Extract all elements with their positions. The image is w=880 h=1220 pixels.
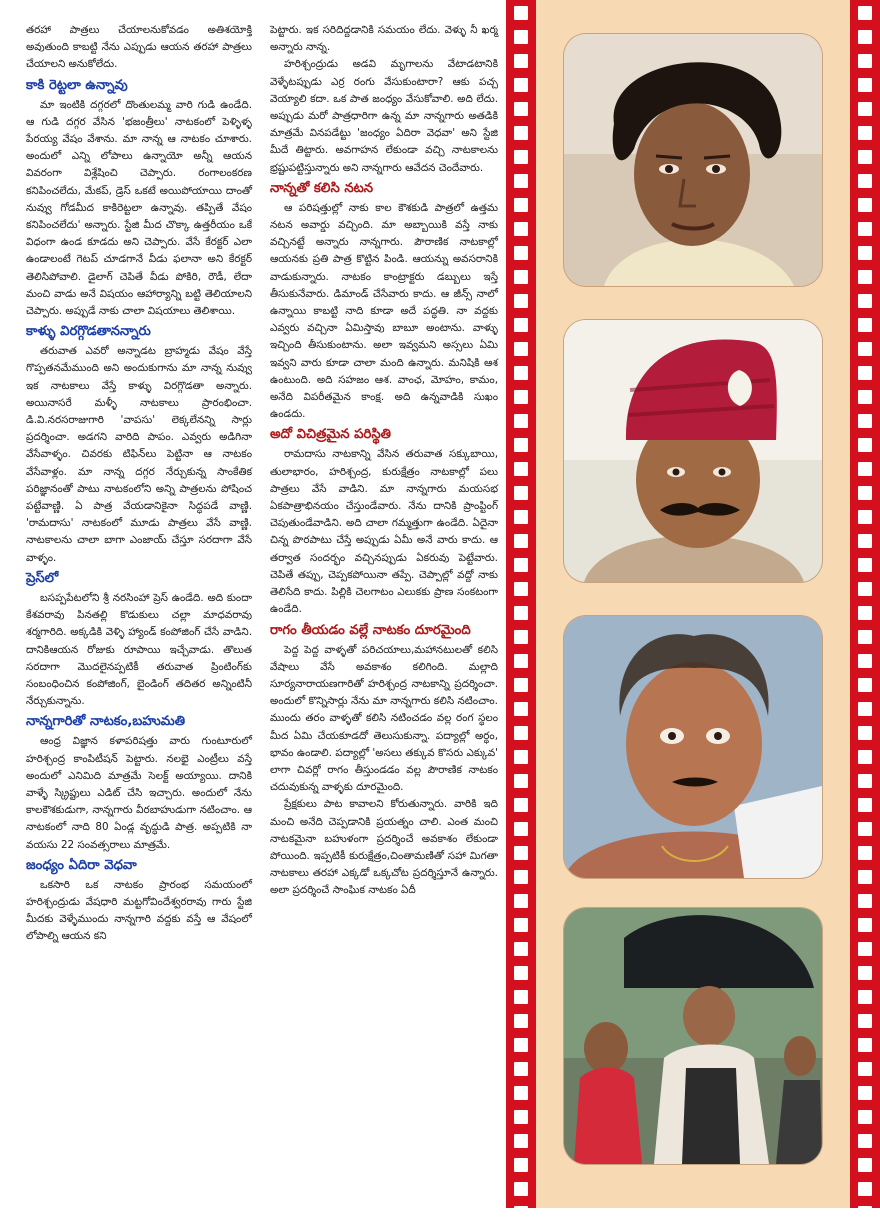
film-sprocket-hole bbox=[858, 414, 872, 428]
film-sprocket-hole bbox=[514, 774, 528, 788]
film-sprocket-hole bbox=[514, 606, 528, 620]
film-sprocket-hole bbox=[858, 1014, 872, 1028]
photo-curly-hair-actor bbox=[564, 34, 822, 286]
film-sprocket-hole bbox=[858, 582, 872, 596]
film-sprocket-hole bbox=[514, 942, 528, 956]
film-sprocket-hole bbox=[858, 486, 872, 500]
film-sprocket-hole bbox=[858, 246, 872, 260]
film-sprocket-hole bbox=[858, 366, 872, 380]
film-sprocket-hole bbox=[514, 1062, 528, 1076]
film-sprocket-hole bbox=[858, 678, 872, 692]
film-sprocket-hole bbox=[858, 222, 872, 236]
article-column-1 bbox=[26, 22, 252, 946]
film-sprocket-hole bbox=[514, 246, 528, 260]
section-heading: నాన్నగారితో నాటకం,బహుమతి bbox=[26, 714, 186, 730]
film-sprocket-hole bbox=[514, 294, 528, 308]
film-sprocket-hole bbox=[858, 822, 872, 836]
film-sprocket-hole bbox=[514, 1110, 528, 1124]
film-sprocket-hole bbox=[514, 462, 528, 476]
film-sprocket-hole bbox=[858, 726, 872, 740]
film-strip-left bbox=[506, 0, 536, 1208]
film-sprocket-hole bbox=[858, 966, 872, 980]
film-sprocket-hole bbox=[858, 990, 872, 1004]
film-sprocket-hole bbox=[514, 78, 528, 92]
film-strip-right bbox=[850, 0, 880, 1208]
film-sprocket-hole bbox=[858, 630, 872, 644]
film-sprocket-hole bbox=[514, 822, 528, 836]
section-heading: అదో విచిత్రమైన పరిస్థితి bbox=[270, 427, 391, 443]
film-sprocket-hole bbox=[514, 1206, 528, 1220]
film-sprocket-hole bbox=[514, 390, 528, 404]
film-sprocket-hole bbox=[858, 438, 872, 452]
film-sprocket-hole bbox=[858, 798, 872, 812]
film-sprocket-hole bbox=[858, 558, 872, 572]
film-sprocket-hole bbox=[514, 1086, 528, 1100]
film-sprocket-hole bbox=[858, 198, 872, 212]
film-sprocket-hole bbox=[858, 750, 872, 764]
film-sprocket-hole bbox=[858, 174, 872, 188]
film-sprocket-hole bbox=[858, 342, 872, 356]
film-sprocket-hole bbox=[858, 78, 872, 92]
film-sprocket-hole bbox=[514, 486, 528, 500]
body-paragraph: మా ఇంటికి దగ్గరలో దొంతులమ్మ వారి గుడి ఉండేది. ఆ గుడి దగ్గర వేసిన 'భజంత్రీలు' నాటకంలో పెళ్ళిళ్ళ పేరయ్య వేషం వేశాను. మా నాన్న ఆ నాటకం చూశారు. అందులో ఎన్ని లోపాలు ఉన్నాయో అన్నీ ఆయన వివరంగా విశ్లేషించి చెప్పారు. రంగాలంకరణ కనిపించలేదు, మేకప్, డ్రెస్ ఒకటే అయిపోయాయి దాంతో నువ్వు గోడమీద కాకిరెట్టలా ఉన్నావు. తప్పితే వేషం కనిపించలేదు' అన్నారు. స్టేజి మీద చొక్కా ఉత్తరీయం ఒకే విధంగా ఉండ కూడదు అని చెప్పారు. వేసే కేరక్టర్ ఎలా ఉండాలంటే గెటప్ చూడగానే వీడు ఫలానా అని కేరక్టర్ తెలిసిపోవాలి. డైలాగ్ చెపితే వీడు పోకిరి, రౌడీ, లేదా మంచి వాడు అనే విషయం ఆహార్యాన్ని బట్టి తెలియాలని చెప్పారు. అప్పుడే నాకు చాలా విషయాలు తెలిశాయి. bbox=[26, 98, 252, 318]
section-heading: నాన్నతో కలిసి నటన bbox=[270, 180, 374, 196]
film-sprocket-hole bbox=[858, 6, 872, 20]
film-sprocket-hole bbox=[858, 510, 872, 524]
photo-curly-hair-actor-image bbox=[564, 34, 822, 286]
article-column-2 bbox=[270, 22, 498, 900]
film-sprocket-hole bbox=[514, 198, 528, 212]
film-sprocket-hole bbox=[858, 150, 872, 164]
body-paragraph: ఆంధ్ర విజ్ఞాన కళాపరిషత్తు వారు గుంటూరులో హరిశ్చంద్ర కాంపిటీషన్ పెట్టారు. నలభై ఎంట్రీలు వస్తే అందులో ఎనిమిది మాత్రమే సెలక్ట్ అయ్యాయి. దానికి వాళ్ళే స్క్రిప్టులు ఎడిట్ చేసి ఇచ్చారు. అందులో నేను కాలకౌశకుడుగా, నాన్నగారు వీరబాహుడుగా నటించాం. ఆ నాటకంలో నాది 80 ఏండ్ల వృద్ధుడి పాత్ర. అప్పటికి నా వయసు 22 సంవత్సరాలు మాత్రమే. bbox=[26, 735, 252, 851]
film-sprocket-hole bbox=[514, 654, 528, 668]
photo-red-cap-mustache-actor-image bbox=[564, 320, 822, 582]
film-sprocket-hole bbox=[858, 102, 872, 116]
film-sprocket-hole bbox=[514, 1014, 528, 1028]
film-sprocket-hole bbox=[858, 318, 872, 332]
film-sprocket-hole bbox=[514, 798, 528, 812]
film-sprocket-hole bbox=[514, 894, 528, 908]
film-sprocket-hole bbox=[514, 126, 528, 140]
film-sprocket-hole bbox=[514, 1134, 528, 1148]
body-paragraph: ప్రేక్షకులు పాట కావాలని కోరుతున్నారు. వారికి ఇది మంచి అనేది చెప్పడానికి ప్రయత్నం చాలి. ఎంత మంచి నాటకమైనా బహుళంగా ప్రదర్శించే అవకాశం లేకుండా పోయింది. ఇప్పటికీ కురుక్షేత్రం,చింతామణితో సహా మిగతా నాటకాలు తరహా ఎక్కడో ఒక్కచోట ప్రదర్శిస్తూనే ఉన్నారు. అలా ప్రదర్శించే సాంఘిక నాటకం ఏదీ bbox=[270, 798, 498, 897]
film-sprocket-hole bbox=[514, 846, 528, 860]
section-heading: జంధ్యం ఏదిరా వెధవా bbox=[26, 857, 137, 873]
film-sprocket-hole bbox=[514, 534, 528, 548]
film-sprocket-hole bbox=[858, 846, 872, 860]
body-paragraph: తరహా పాత్రలు చేయాలనుకోవడం అతిశయోక్తి అవుతుంది కాబట్టి నేను ఎప్పుడు ఆయన తరహా పాత్రలు చేయాలని అనుకోలేదు. bbox=[26, 24, 252, 71]
film-sprocket-hole bbox=[514, 750, 528, 764]
film-sprocket-hole bbox=[514, 54, 528, 68]
body-paragraph: రామదాసు నాటకాన్ని వేసిన తరువాత సక్కుబాయి, తులాభారం, హరిశ్చంద్ర, కురుక్షేత్రం నాటకాల్లో పలు పాత్రలు వేసే వాడిని. మా నాన్నగారు మయసభ ఏకపాత్రాభినయం చేస్తుండేవారు. నేను దానికి ప్రాంప్టింగ్ చెపుతుండేవాడిని. అది చాలా గమ్మత్తుగా ఉండేది. ఏదైనా చిన్న పొరపాటు చేస్తే అప్పుడు ఏమీ అనే వారు కాదు. ఆ తర్వాత సందర్భం వచ్చినప్పుడు ఏకరువు పెట్టేవారు. చెపితే తప్పు, చెప్పకపోయినా తప్పే. చెప్పాల్లో వద్దో నాకు తెలిసేది కాదు. పిల్లికి చెలగాటం ఎలుకకు ప్రాణ సంకటంగా ఉండేది. bbox=[270, 448, 498, 616]
body-paragraph: బసప్పపేటలోని శ్రీ నరసింహా ప్రెస్ ఉండేది. అది కుందా కేశవరావు పినతల్లి కొడుకులు చల్లా మాధవరావు శర్మగారిది. అక్కడికి వెళ్ళి హ్యాండ్ కంపోజింగ్ చేసే వాడిని. దానికిఆయన రోజుకు రూపాయి ఇచ్చేవాడు. తొలుత సరదాగా మొదలైనప్పటికీ తరువాత ప్రింటింగ్‌కు సంబంధించిన కంపోజింగ్, బైండింగ్ తదితర అన్నింటినీ నేర్చుకున్నాను. bbox=[26, 591, 252, 708]
film-sprocket-hole bbox=[514, 990, 528, 1004]
film-sprocket-hole bbox=[514, 6, 528, 20]
body-paragraph: ఒకసారి ఒక నాటకం ప్రారంభ సమయంలో హరిశ్చంద్రుడు వేషధారి మట్టగోవిందేశ్వరరావు గారు స్టేజి మీదకు వెళ్ళేముందు నాన్నగారి వద్దకు వస్తే ఆ వేషంలో లోపాల్ని ఆయన కని bbox=[26, 878, 252, 943]
film-sprocket-hole bbox=[858, 534, 872, 548]
film-sprocket-hole bbox=[858, 774, 872, 788]
film-sprocket-hole bbox=[858, 1182, 872, 1196]
film-strip-panel bbox=[506, 0, 880, 1208]
photo-red-cap-mustache-actor bbox=[564, 320, 822, 582]
film-sprocket-hole bbox=[514, 558, 528, 572]
film-sprocket-hole bbox=[514, 438, 528, 452]
film-sprocket-hole bbox=[858, 30, 872, 44]
film-sprocket-hole bbox=[514, 270, 528, 284]
section-heading: కాకి రెట్టలా ఉన్నావు bbox=[26, 77, 128, 93]
film-sprocket-hole bbox=[858, 894, 872, 908]
body-paragraph: హరిశ్చంద్రుడు అడవి మృగాలను వేటాడటానికి వెళ్ళేటప్పుడు ఎర్ర రంగు వేసుకుంటారా? ఆకు పచ్చ వెయ్యాలి కదా. ఒక పాత జంధ్యం వేసుకోవాలి. అది లేదు. అప్పుడు మరో పాత్రధారిగా ఉన్న మా నాన్నగారు అతడికి మాత్రమే వినపడేట్టు 'జంధ్యం ఏదిరా వెధవా' అని స్టేజి మీదే తిట్టారు. అవగాహన లేకుండా వచ్చి నాటకాలను భ్రష్టుపట్టిస్తున్నారు అని నాన్నగారు ఆవేదన చెందేవారు. bbox=[270, 58, 498, 174]
film-sprocket-hole bbox=[858, 270, 872, 284]
film-sprocket-hole bbox=[858, 462, 872, 476]
photo-bald-actor-surprised-image bbox=[564, 616, 822, 878]
film-sprocket-hole bbox=[858, 294, 872, 308]
film-sprocket-hole bbox=[514, 582, 528, 596]
film-sprocket-hole bbox=[858, 654, 872, 668]
film-sprocket-hole bbox=[514, 510, 528, 524]
film-sprocket-hole bbox=[858, 1134, 872, 1148]
film-sprocket-hole bbox=[858, 702, 872, 716]
film-sprocket-hole bbox=[514, 366, 528, 380]
film-sprocket-hole bbox=[514, 702, 528, 716]
film-sprocket-hole bbox=[514, 102, 528, 116]
photo-umbrella-rain-scene bbox=[564, 908, 822, 1164]
section-heading: రాగం తీయడం వల్లే నాటకం దూరమైంది bbox=[270, 622, 471, 638]
film-sprocket-hole bbox=[514, 678, 528, 692]
film-sprocket-hole bbox=[858, 1086, 872, 1100]
film-sprocket-hole bbox=[858, 1038, 872, 1052]
body-paragraph: తరువాత ఎవరో అన్నాడట బ్రాహ్మడు వేషం వేస్తే గొప్పతనమేముంది అని అందుకుగాను మా నాన్న నువ్వు ఇక నాటకాలు వేస్తే కాళ్ళు విరగ్గొడతా అన్నారు. అయినాసరే మళ్ళీ నాటకాలు ప్రారంభించా. డి.వి.నరసరాజుగారి 'వాపసు' లెక్కలేనన్ని సార్లు ప్రదర్శించా. అడగని వారిది పాపం. ఎవ్వరు అడిగినా వేసేవాళ్ళం. చివరకు టిఫిన్‌లు పెట్టినా ఆ నాటకం వేసేవాళ్లం. మా నాన్న దగ్గర నేర్చుకున్న సాంకేతిక పరిజ్ఞానంతో పాటు నాటకంలోని అన్ని పాత్రలను పోషించ పట్టేవాణ్ణి. ఏ పాత్ర వేయడానికైనా సిద్ధపడే వాణ్ణి. 'రామదాసు' నాటకంలో మూడు పాత్రలు వేసే వాణ్ణి. నాటకాలను చాలా బాగా ఎంజాయ్ చేస్తూ సరదాగా వేసే వాళ్ళం. bbox=[26, 345, 252, 564]
film-sprocket-hole bbox=[514, 30, 528, 44]
photo-bald-actor-surprised bbox=[564, 616, 822, 878]
film-sprocket-hole bbox=[514, 630, 528, 644]
film-sprocket-hole bbox=[858, 918, 872, 932]
body-paragraph: ఆ పరిషత్తుల్లో నాకు కాల కౌశకుడి పాత్రలో ఉత్తమ నటన అవార్డు వచ్చింది. మా అబ్బాయికి వస్తే నాకు వచ్చినట్టే అన్నారు నాన్నగారు. పౌరాణిక నాటకాల్లో ఆయనకు ప్రతి పాత్ర కొట్టిన పిండి. ఆయన్ను అవసరానికి వాడుకున్నారు. నాటకం కాంట్రాక్టరు డబ్బులు ఇస్తే తీసుకునేవారు. డిమాండ్ చేసేవారు కాదు. ఆ జీన్స్ నాలో ఉన్నాయి కాబట్టి నాది కూడా అదే పద్ధతి. నా వద్దకు ఎవ్వరు వచ్చినా ఏమిస్తావు బాబూ అంటాను. వాళ్ళు ఇచ్చింది తీసుకుంటాను. అలా ఇవ్వమని అస్సలు ఏమి ఇవ్వని వారు కూడా చాలా మంది ఉన్నారు. మనిషికి ఆశ ఉంటుంది. అది సహజం ఆశ. వాంఛ, మోహం, కామం, అనేది విపరీతమైన కాంక్ష. అది ఉన్నవాడికి సుఖం ఉండదు. bbox=[270, 201, 498, 421]
film-sprocket-hole bbox=[514, 414, 528, 428]
film-sprocket-hole bbox=[514, 1158, 528, 1172]
film-sprocket-hole bbox=[858, 126, 872, 140]
film-sprocket-hole bbox=[858, 1158, 872, 1172]
film-sprocket-hole bbox=[514, 1182, 528, 1196]
film-sprocket-hole bbox=[514, 222, 528, 236]
film-sprocket-hole bbox=[514, 150, 528, 164]
film-sprocket-hole bbox=[858, 1110, 872, 1124]
film-sprocket-hole bbox=[858, 1206, 872, 1220]
photo-umbrella-rain-scene-image bbox=[564, 908, 822, 1164]
film-sprocket-hole bbox=[858, 1062, 872, 1076]
section-heading: కాళ్ళు విరగ్గొడతానన్నారు bbox=[26, 324, 151, 340]
film-sprocket-hole bbox=[514, 174, 528, 188]
film-sprocket-hole bbox=[514, 726, 528, 740]
film-sprocket-hole bbox=[514, 870, 528, 884]
film-sprocket-hole bbox=[858, 54, 872, 68]
film-sprocket-hole bbox=[858, 942, 872, 956]
film-sprocket-hole bbox=[514, 318, 528, 332]
film-sprocket-hole bbox=[514, 966, 528, 980]
body-paragraph: పెద్ద పెద్ద వాళ్ళతో పరిచయాలు,మహానటులతో కలిసి వేషాలు వేసే అవకాశం కలిగింది. మల్లాది సూర్యనారాయణగారితో హరిశ్చంద్ర నాటకాన్ని ప్రదర్శించా. అందులో కొన్నిసార్లు నేను మా నాన్నగారు కలిసి నటించాం. ముందు తరం వాళ్ళతో కలిసి నటించడం వల్ల రంగ స్థలం మీద ఏమి చేయకూడదో తెలుసుకున్నా. పద్యాల్లో అర్థం, భావం ఉండాలి. పద్యాల్లో 'అసలు తక్కువ కొసరు ఎక్కువ' లాగా చివర్లో రాగం తీస్తుండడం వల్ల పౌరాణిక నాటకం చదువుకున్న వాళ్ళకు దూరమైంది. bbox=[270, 643, 498, 794]
film-sprocket-hole bbox=[514, 1038, 528, 1052]
section-heading: ప్రెస్‌లో bbox=[26, 570, 59, 586]
body-paragraph: పెట్టారు. ఇక సరిదిద్దడానికి సమయం లేదు. వెళ్ళు నీ ఖర్మ అన్నారు నాన్న. bbox=[270, 24, 498, 54]
film-sprocket-hole bbox=[858, 606, 872, 620]
film-sprocket-hole bbox=[514, 918, 528, 932]
film-sprocket-hole bbox=[858, 390, 872, 404]
film-sprocket-hole bbox=[514, 342, 528, 356]
film-sprocket-hole bbox=[858, 870, 872, 884]
